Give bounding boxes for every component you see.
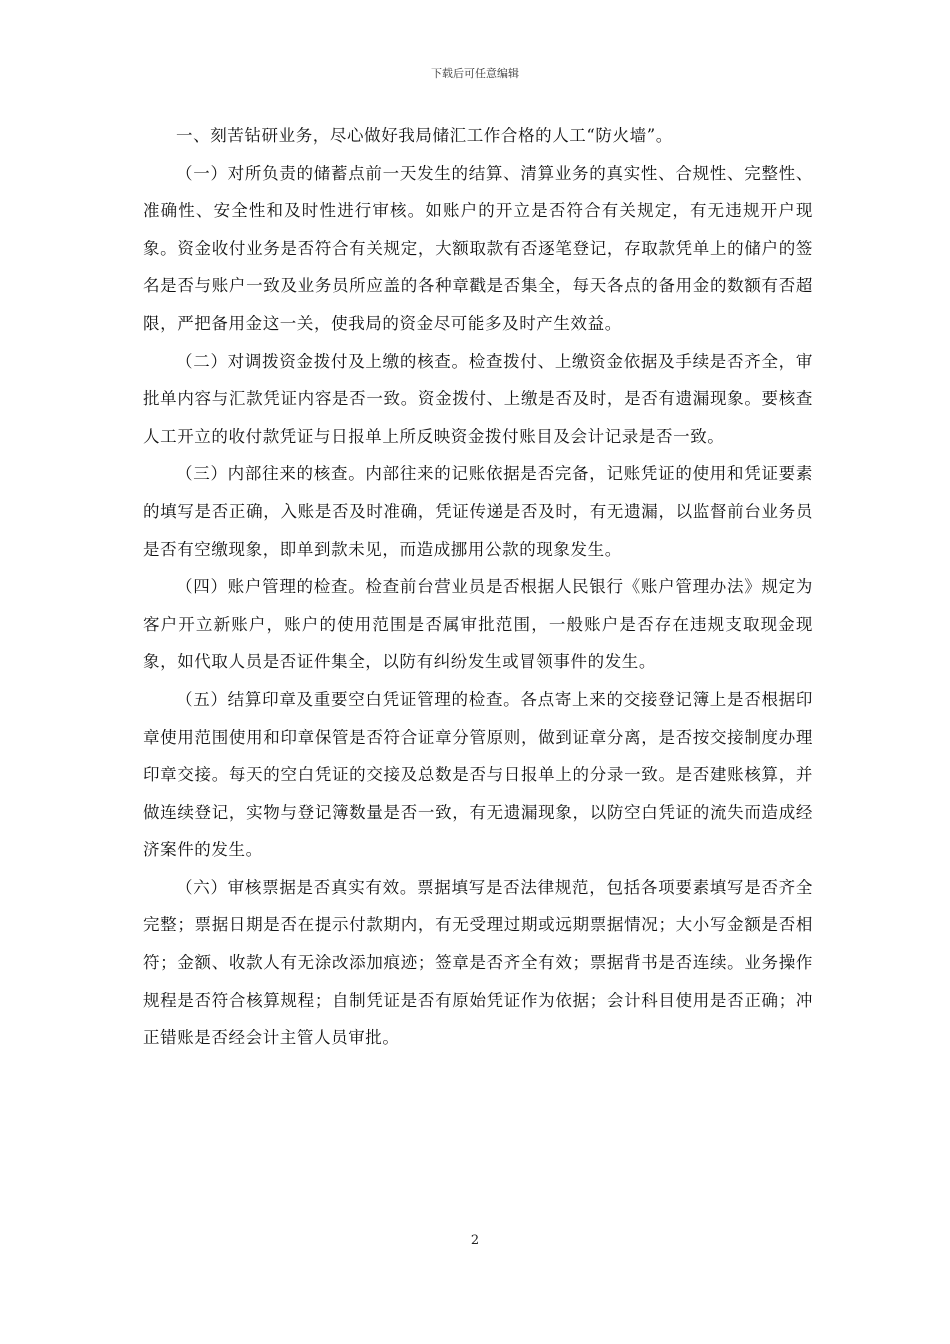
paragraph-2: （二）对调拨资金拨付及上缴的核查。检查拨付、上缴资金依据及手续是否齐全，审批单内容与汇款凭证内容是否一致。资金拨付、上缴是否及时，是否有遗漏现象。要核查人工开立的收付款凭证与日报单上所反映资金拨付账目及会计记录是否一致。 xyxy=(143,351,813,446)
page-header: 下载后可任意编辑 xyxy=(431,67,519,80)
paragraph-5: （五）结算印章及重要空白凭证管理的检查。各点寄上来的交接登记簿上是否根据印章使用范围使用和印章保管是否符合证章分管原则，做到证章分离，是否按交接制度办理印章交接。每天的空白凭证的交接及总数是否与日报单上的分录一致。是否建账核算，并做连续登记，实物与登记簿数量是否一致，有无遗漏现象，以防空白凭证的流失而造成经济案件的发生。 xyxy=(143,689,813,860)
document-body xyxy=(143,117,813,1057)
paragraph-4: （四）账户管理的检查。检查前台营业员是否根据人民银行《账户管理办法》规定为客户开立新账户，账户的使用范围是否属审批范围，一般账户是否存在违规支取现金现象，如代取人员是否证件集全，以防有纠纷发生或冒领事件的发生。 xyxy=(143,577,813,672)
paragraph-1: （一）对所负责的储蓄点前一天发生的结算、清算业务的真实性、合规性、完整性、准确性、安全性和及时性进行审核。如账户的开立是否符合有关规定，有无违规开户现象。资金收付业务是否符合有关规定，大额取款有否逐笔登记，存取款凭单上的储户的签名是否与账户一致及业务员所应盖的各种章戳是否集全，每天各点的备用金的数额有否超限，严把备用金这一关，使我局的资金尽可能多及时产生效益。 xyxy=(143,163,813,333)
heading-paragraph: 一、刻苦钻研业务，尽心做好我局储汇工作合格的人工“防火墙”。 xyxy=(176,126,673,145)
paragraph-6: （六）审核票据是否真实有效。票据填写是否法律规范，包括各项要素填写是否齐全完整；票据日期是否在提示付款期内，有无受理过期或远期票据情况；大小写金额是否相符；金额、收款人有无涂改添加痕迹；签章是否齐全有效；票据背书是否连续。业务操作规程是否符合核算规程；自制凭证是否有原始凭证作为依据；会计科目使用是否正确；冲正错账是否经会计主管人员审批。 xyxy=(143,877,813,1048)
page-number: 2 xyxy=(470,1233,480,1248)
paragraph-3: （三）内部往来的核查。内部往来的记账依据是否完备，记账凭证的使用和凭证要素的填写是否正确，入账是否及时准确，凭证传递是否及时，有无遗漏，以监督前台业务员是否有空缴现象，即单到款未见，而造成挪用公款的现象发生。 xyxy=(143,464,813,559)
